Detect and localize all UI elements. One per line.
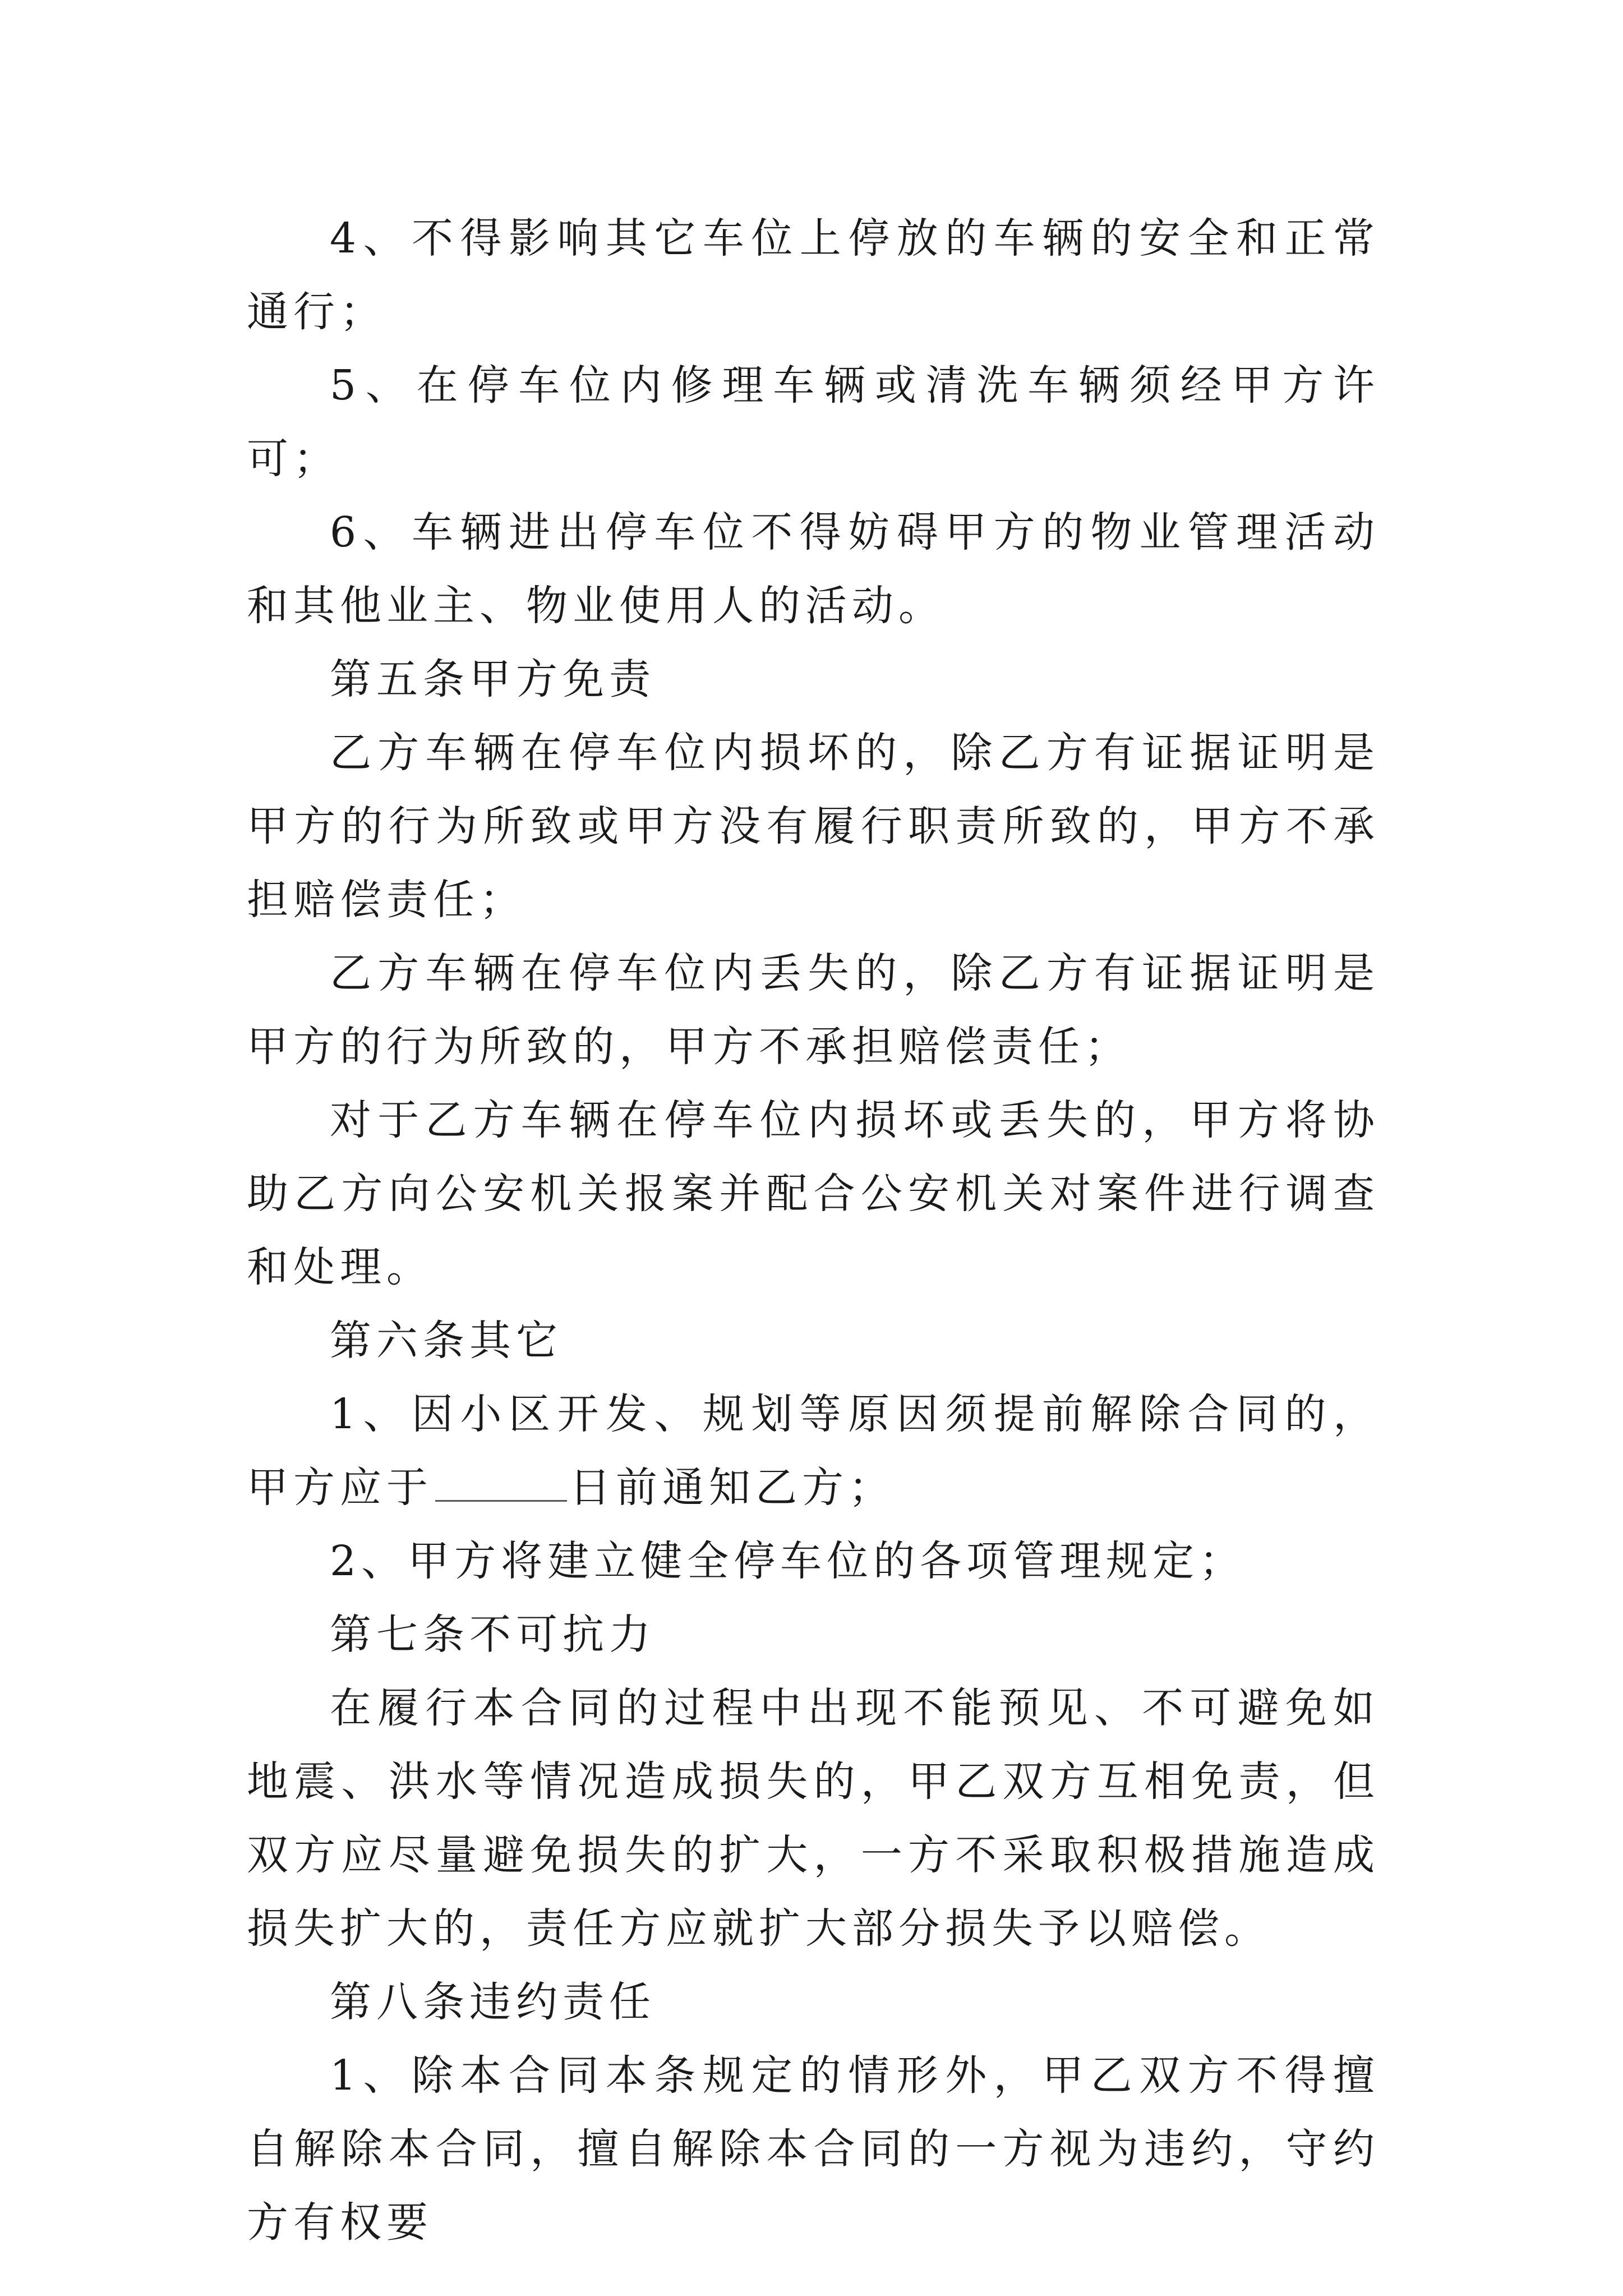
article-6-heading: 第六条其它 (330, 1317, 562, 1365)
article-7-heading: 第七条不可抗力 (330, 1611, 656, 1659)
clause-5-repair-wash: 5、在停车位内修理车辆或清洗车辆须经甲方许可； (247, 361, 1380, 483)
article-5-assist-police: 对于乙方车辆在停车位内损坏或丢失的，甲方将协助乙方向公安机关报案并配合公安机关对案件进行调查和处理。 (247, 1096, 1380, 1291)
notice-before-text: 应于 (340, 1464, 433, 1512)
notice-after-text: 日前通知乙方； (569, 1464, 895, 1512)
notice-days-blank (435, 1467, 567, 1502)
article-6-clause-2: 2、甲方将建立健全停车位的各项管理规定； (330, 1537, 1246, 1585)
article-5-loss: 乙方车辆在停车位内丢失的，除乙方有证据证明是甲方的行为所致的，甲方不承担赔偿责任； (247, 949, 1380, 1071)
article-7-body: 在履行本合同的过程中出现不能预见、不可避免如地震、洪水等情况造成损失的，甲乙双方互相免责，但双方应尽量避免损失的扩大，一方不采取积极措施造成损失扩大的，责任方应就扩大部分损失予以赔偿。 (247, 1684, 1380, 1953)
article-5-damage: 乙方车辆在停车位内损坏的，除乙方有证据证明是甲方的行为所致或甲方没有履行职责所致的，甲方不承担赔偿责任； (247, 729, 1380, 924)
article-5-heading: 第五条甲方免责 (330, 655, 656, 703)
article-8-heading: 第八条违约责任 (330, 1978, 656, 2026)
clause-4-no-obstruct: 4、不得影响其它车位上停放的车辆的安全和正常通行； (247, 214, 1380, 336)
article-6-clause-1-text: 1、因小区开发、规划等原因须提前解除合同的，甲方 (247, 1390, 1380, 1512)
clause-6-no-hinder: 6、车辆进出停车位不得妨碍甲方的物业管理活动和其他业主、物业使用人的活动。 (247, 508, 1380, 630)
article-8-clause-1: 1、除本合同本条规定的情形外，甲乙双方不得擅自解除本合同，擅自解除本合同的一方视为违约，守约方有权要 (247, 2051, 1380, 2247)
article-6-clause-1 (247, 1378, 1380, 1525)
document-body (247, 202, 1380, 2260)
